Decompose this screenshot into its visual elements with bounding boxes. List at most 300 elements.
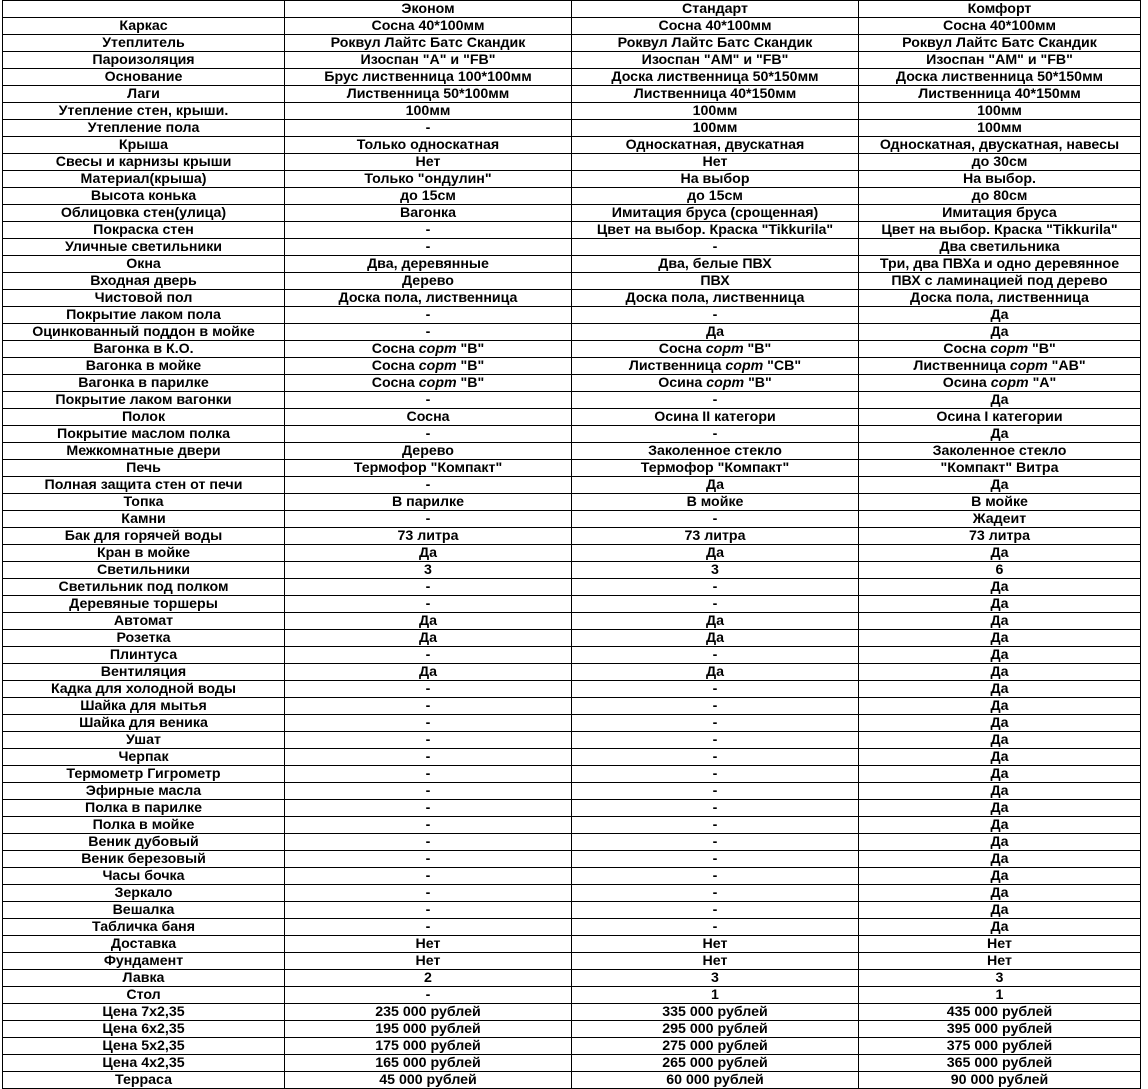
header-row bbox=[3, 1, 1141, 18]
feature-cell: Деревяные торшеры bbox=[3, 596, 285, 613]
econom-cell: - bbox=[285, 579, 572, 596]
feature-cell: Зеркало bbox=[3, 885, 285, 902]
feature-cell: Цена 4х2,35 bbox=[3, 1055, 285, 1072]
table-row bbox=[3, 545, 1141, 562]
grade-word: сорт bbox=[418, 358, 457, 374]
econom-cell: - bbox=[285, 120, 572, 137]
comfort-cell: Да bbox=[859, 307, 1141, 324]
comfort-cell: 100мм bbox=[859, 103, 1141, 120]
econom-cell: Изоспан "А" и "FB" bbox=[285, 52, 572, 69]
standard-cell: На выбор bbox=[572, 171, 859, 188]
standard-cell: - bbox=[572, 715, 859, 732]
feature-cell: Полка в парилке bbox=[3, 800, 285, 817]
table-row bbox=[3, 188, 1141, 205]
standard-cell: 1 bbox=[572, 987, 859, 1004]
table-row bbox=[3, 868, 1141, 885]
comfort-cell: 3 bbox=[859, 970, 1141, 987]
header-cell-standard: Стандарт bbox=[572, 1, 859, 18]
feature-cell: Высота конька bbox=[3, 188, 285, 205]
comfort-cell: Нет bbox=[859, 953, 1141, 970]
standard-cell: - bbox=[572, 749, 859, 766]
comfort-cell: Да bbox=[859, 664, 1141, 681]
comfort-cell: Да bbox=[859, 885, 1141, 902]
econom-cell: Два, деревянные bbox=[285, 256, 572, 273]
feature-cell: Плинтуса bbox=[3, 647, 285, 664]
comfort-cell: Да bbox=[859, 477, 1141, 494]
comfort-cell: Сосна 40*100мм bbox=[859, 18, 1141, 35]
feature-cell: Терраса bbox=[3, 1072, 285, 1089]
feature-cell: Утепление пола bbox=[3, 120, 285, 137]
feature-cell: Веник березовый bbox=[3, 851, 285, 868]
comfort-cell: Жадеит bbox=[859, 511, 1141, 528]
comfort-cell: 73 литра bbox=[859, 528, 1141, 545]
standard-cell: - bbox=[572, 902, 859, 919]
feature-cell: Топка bbox=[3, 494, 285, 511]
econom-cell: Сосна сорт "В" bbox=[285, 358, 572, 375]
econom-cell: - bbox=[285, 426, 572, 443]
table-row bbox=[3, 783, 1141, 800]
econom-cell: В парилке bbox=[285, 494, 572, 511]
econom-cell: - bbox=[285, 732, 572, 749]
comfort-cell: Да bbox=[859, 698, 1141, 715]
table-row bbox=[3, 307, 1141, 324]
feature-cell: Вешалка bbox=[3, 902, 285, 919]
standard-cell: - bbox=[572, 817, 859, 834]
feature-cell: Входная дверь bbox=[3, 273, 285, 290]
feature-cell: Светильник под полком bbox=[3, 579, 285, 596]
econom-cell: Роквул Лайтс Батс Скандик bbox=[285, 35, 572, 52]
feature-cell: Часы бочка bbox=[3, 868, 285, 885]
comfort-cell: Односкатная, двускатная, навесы bbox=[859, 137, 1141, 154]
econom-cell: 100мм bbox=[285, 103, 572, 120]
feature-cell: Розетка bbox=[3, 630, 285, 647]
table-row bbox=[3, 273, 1141, 290]
econom-cell: Да bbox=[285, 664, 572, 681]
comfort-cell: 90 000 рублей bbox=[859, 1072, 1141, 1089]
standard-cell: Роквул Лайтс Батс Скандик bbox=[572, 35, 859, 52]
econom-cell: Дерево bbox=[285, 273, 572, 290]
econom-cell: Да bbox=[285, 545, 572, 562]
standard-cell: - bbox=[572, 426, 859, 443]
econom-cell: - bbox=[285, 477, 572, 494]
comfort-cell: 435 000 рублей bbox=[859, 1004, 1141, 1021]
standard-cell: - bbox=[572, 732, 859, 749]
grade-word: сорт bbox=[725, 358, 764, 374]
comfort-cell: Лиственница сорт "АВ" bbox=[859, 358, 1141, 375]
econom-cell: - bbox=[285, 817, 572, 834]
feature-cell: Печь bbox=[3, 460, 285, 477]
feature-cell: Покрытие маслом полка bbox=[3, 426, 285, 443]
feature-cell: Вагонка в парилке bbox=[3, 375, 285, 392]
feature-cell: Цена 5х2,35 bbox=[3, 1038, 285, 1055]
econom-cell: - bbox=[285, 222, 572, 239]
standard-cell: - bbox=[572, 579, 859, 596]
feature-cell: Вагонка в мойке bbox=[3, 358, 285, 375]
econom-cell: - bbox=[285, 834, 572, 851]
table-row bbox=[3, 851, 1141, 868]
econom-cell: - bbox=[285, 715, 572, 732]
feature-cell: Утеплитель bbox=[3, 35, 285, 52]
standard-cell: Цвет на выбор. Краска "Tikkurila" bbox=[572, 222, 859, 239]
comfort-cell: 375 000 рублей bbox=[859, 1038, 1141, 1055]
comfort-cell: Да bbox=[859, 324, 1141, 341]
grade-word: сорт bbox=[706, 375, 745, 391]
table-row bbox=[3, 936, 1141, 953]
comfort-cell: Да bbox=[859, 596, 1141, 613]
standard-cell: - bbox=[572, 698, 859, 715]
table-row bbox=[3, 919, 1141, 936]
table-row bbox=[3, 596, 1141, 613]
table-row bbox=[3, 324, 1141, 341]
econom-cell: - bbox=[285, 902, 572, 919]
comfort-cell: Да bbox=[859, 817, 1141, 834]
standard-cell: 335 000 рублей bbox=[572, 1004, 859, 1021]
table-row bbox=[3, 1038, 1141, 1055]
standard-cell: 3 bbox=[572, 970, 859, 987]
econom-cell: Нет bbox=[285, 936, 572, 953]
header-cell-feature bbox=[3, 1, 285, 18]
standard-cell: Да bbox=[572, 545, 859, 562]
grade-word: сорт bbox=[990, 341, 1029, 357]
standard-cell: ПВХ bbox=[572, 273, 859, 290]
table-row bbox=[3, 239, 1141, 256]
standard-cell: - bbox=[572, 307, 859, 324]
econom-cell: 195 000 рублей bbox=[285, 1021, 572, 1038]
feature-cell: Свесы и карнизы крыши bbox=[3, 154, 285, 171]
comfort-cell: Заколенное стекло bbox=[859, 443, 1141, 460]
comfort-cell: Да bbox=[859, 545, 1141, 562]
feature-cell: Эфирные масла bbox=[3, 783, 285, 800]
table-row bbox=[3, 664, 1141, 681]
comfort-cell: до 80см bbox=[859, 188, 1141, 205]
table-row bbox=[3, 443, 1141, 460]
table-row bbox=[3, 613, 1141, 630]
feature-cell: Камни bbox=[3, 511, 285, 528]
comfort-cell: Да bbox=[859, 426, 1141, 443]
econom-cell: - bbox=[285, 868, 572, 885]
table-row bbox=[3, 375, 1141, 392]
feature-cell: Межкомнатные двери bbox=[3, 443, 285, 460]
comfort-cell: Да bbox=[859, 579, 1141, 596]
table-row bbox=[3, 579, 1141, 596]
feature-cell: Шайка для веника bbox=[3, 715, 285, 732]
comfort-cell: ПВХ с ламинацией под дерево bbox=[859, 273, 1141, 290]
standard-cell: - bbox=[572, 596, 859, 613]
econom-cell: - bbox=[285, 885, 572, 902]
standard-cell: - bbox=[572, 783, 859, 800]
standard-cell: Да bbox=[572, 324, 859, 341]
comfort-cell: Да bbox=[859, 613, 1141, 630]
grade-word: сорт bbox=[1009, 358, 1048, 374]
table-row bbox=[3, 256, 1141, 273]
econom-cell: Сосна bbox=[285, 409, 572, 426]
econom-cell: - bbox=[285, 681, 572, 698]
comfort-cell: Да bbox=[859, 715, 1141, 732]
comfort-cell: Да bbox=[859, 834, 1141, 851]
standard-cell: Доска лиственница 50*150мм bbox=[572, 69, 859, 86]
standard-cell: 265 000 рублей bbox=[572, 1055, 859, 1072]
standard-cell: - bbox=[572, 851, 859, 868]
comfort-cell: Цвет на выбор. Краска "Tikkurila" bbox=[859, 222, 1141, 239]
econom-cell: - bbox=[285, 647, 572, 664]
feature-cell: Шайка для мытья bbox=[3, 698, 285, 715]
econom-cell: - bbox=[285, 239, 572, 256]
comfort-cell: Да bbox=[859, 732, 1141, 749]
feature-cell: Полка в мойке bbox=[3, 817, 285, 834]
feature-cell: Вентиляция bbox=[3, 664, 285, 681]
econom-cell: до 15см bbox=[285, 188, 572, 205]
standard-cell: 3 bbox=[572, 562, 859, 579]
feature-cell: Термометр Гигрометр bbox=[3, 766, 285, 783]
table-row bbox=[3, 817, 1141, 834]
feature-cell: Крыша bbox=[3, 137, 285, 154]
feature-cell: Утепление стен, крыши. bbox=[3, 103, 285, 120]
standard-cell: - bbox=[572, 868, 859, 885]
standard-cell: 275 000 рублей bbox=[572, 1038, 859, 1055]
comfort-cell: Да bbox=[859, 919, 1141, 936]
econom-cell: - bbox=[285, 324, 572, 341]
econom-cell: - bbox=[285, 392, 572, 409]
comfort-cell: 395 000 рублей bbox=[859, 1021, 1141, 1038]
standard-cell: Лиственница сорт "СВ" bbox=[572, 358, 859, 375]
header-cell-econom: Эконом bbox=[285, 1, 572, 18]
table-row bbox=[3, 1021, 1141, 1038]
table-row bbox=[3, 1055, 1141, 1072]
econom-cell: - bbox=[285, 511, 572, 528]
comparison-table bbox=[2, 0, 1141, 1089]
econom-cell: - bbox=[285, 851, 572, 868]
comfort-cell: Осина сорт "А" bbox=[859, 375, 1141, 392]
table-body bbox=[3, 18, 1141, 1089]
econom-cell: Только "ондулин" bbox=[285, 171, 572, 188]
econom-cell: Брус лиственница 100*100мм bbox=[285, 69, 572, 86]
comfort-cell: Да bbox=[859, 783, 1141, 800]
standard-cell: - bbox=[572, 834, 859, 851]
econom-cell: Да bbox=[285, 630, 572, 647]
econom-cell: Сосна сорт "В" bbox=[285, 341, 572, 358]
header-cell-comfort: Комфорт bbox=[859, 1, 1141, 18]
table-row bbox=[3, 137, 1141, 154]
feature-cell: Бак для горячей воды bbox=[3, 528, 285, 545]
feature-cell: Веник дубовый bbox=[3, 834, 285, 851]
econom-cell: Вагонка bbox=[285, 205, 572, 222]
comfort-cell: На выбор. bbox=[859, 171, 1141, 188]
comfort-cell: 100мм bbox=[859, 120, 1141, 137]
table-row bbox=[3, 18, 1141, 35]
standard-cell: - bbox=[572, 392, 859, 409]
table-row bbox=[3, 715, 1141, 732]
standard-cell: - bbox=[572, 681, 859, 698]
feature-cell: Полная защита стен от печи bbox=[3, 477, 285, 494]
table-row bbox=[3, 120, 1141, 137]
table-row bbox=[3, 800, 1141, 817]
feature-cell: Доставка bbox=[3, 936, 285, 953]
feature-cell: Вагонка в К.О. bbox=[3, 341, 285, 358]
table-row bbox=[3, 171, 1141, 188]
feature-cell: Ушат bbox=[3, 732, 285, 749]
standard-cell: Заколенное стекло bbox=[572, 443, 859, 460]
econom-cell: - bbox=[285, 919, 572, 936]
standard-cell: Сосна сорт "В" bbox=[572, 341, 859, 358]
table-row bbox=[3, 511, 1141, 528]
econom-cell: - bbox=[285, 987, 572, 1004]
standard-cell: Да bbox=[572, 613, 859, 630]
table-row bbox=[3, 290, 1141, 307]
comfort-cell: Да bbox=[859, 902, 1141, 919]
table-row bbox=[3, 698, 1141, 715]
standard-cell: - bbox=[572, 239, 859, 256]
econom-cell: - bbox=[285, 800, 572, 817]
econom-cell: 175 000 рублей bbox=[285, 1038, 572, 1055]
standard-cell: В мойке bbox=[572, 494, 859, 511]
econom-cell: Дерево bbox=[285, 443, 572, 460]
standard-cell: Осина сорт "В" bbox=[572, 375, 859, 392]
comfort-cell: 365 000 рублей bbox=[859, 1055, 1141, 1072]
table-row bbox=[3, 341, 1141, 358]
standard-cell: 295 000 рублей bbox=[572, 1021, 859, 1038]
feature-cell: Полок bbox=[3, 409, 285, 426]
feature-cell: Пароизоляция bbox=[3, 52, 285, 69]
econom-cell: - bbox=[285, 783, 572, 800]
table-row bbox=[3, 953, 1141, 970]
standard-cell: - bbox=[572, 919, 859, 936]
feature-cell: Табличка баня bbox=[3, 919, 285, 936]
standard-cell: - bbox=[572, 800, 859, 817]
econom-cell: Нет bbox=[285, 154, 572, 171]
table-row bbox=[3, 86, 1141, 103]
standard-cell: Нет bbox=[572, 953, 859, 970]
standard-cell: Доска пола, лиственница bbox=[572, 290, 859, 307]
standard-cell: 73 литра bbox=[572, 528, 859, 545]
econom-cell: 235 000 рублей bbox=[285, 1004, 572, 1021]
comfort-cell: Да bbox=[859, 647, 1141, 664]
comfort-cell: 1 bbox=[859, 987, 1141, 1004]
feature-cell: Цена 7х2,35 bbox=[3, 1004, 285, 1021]
table-row bbox=[3, 426, 1141, 443]
comfort-cell: Лиственница 40*150мм bbox=[859, 86, 1141, 103]
standard-cell: Да bbox=[572, 664, 859, 681]
standard-cell: 100мм bbox=[572, 103, 859, 120]
standard-cell: Сосна 40*100мм bbox=[572, 18, 859, 35]
table-row bbox=[3, 630, 1141, 647]
standard-cell: Нет bbox=[572, 154, 859, 171]
comfort-cell: Осина I категории bbox=[859, 409, 1141, 426]
econom-cell: 73 литра bbox=[285, 528, 572, 545]
comfort-cell: Да bbox=[859, 851, 1141, 868]
comfort-cell: Два светильника bbox=[859, 239, 1141, 256]
feature-cell: Покрытие лаком пола bbox=[3, 307, 285, 324]
grade-word: сорт bbox=[418, 341, 457, 357]
table-row bbox=[3, 205, 1141, 222]
econom-cell: 45 000 рублей bbox=[285, 1072, 572, 1089]
comfort-cell: Да bbox=[859, 681, 1141, 698]
feature-cell: Каркас bbox=[3, 18, 285, 35]
feature-cell: Кадка для холодной воды bbox=[3, 681, 285, 698]
econom-cell: - bbox=[285, 596, 572, 613]
table-row bbox=[3, 460, 1141, 477]
standard-cell: Нет bbox=[572, 936, 859, 953]
econom-cell: 3 bbox=[285, 562, 572, 579]
comfort-cell: Три, два ПВХа и одно деревянное bbox=[859, 256, 1141, 273]
feature-cell: Основание bbox=[3, 69, 285, 86]
standard-cell: Да bbox=[572, 630, 859, 647]
feature-cell: Цена 6х2,35 bbox=[3, 1021, 285, 1038]
table-row bbox=[3, 52, 1141, 69]
table-row bbox=[3, 987, 1141, 1004]
feature-cell: Кран в мойке bbox=[3, 545, 285, 562]
comfort-cell: Да bbox=[859, 868, 1141, 885]
econom-cell: 2 bbox=[285, 970, 572, 987]
feature-cell: Облицовка стен(улица) bbox=[3, 205, 285, 222]
table-row bbox=[3, 562, 1141, 579]
table-row bbox=[3, 1072, 1141, 1089]
econom-cell: - bbox=[285, 749, 572, 766]
feature-cell: Окна bbox=[3, 256, 285, 273]
standard-cell: Да bbox=[572, 477, 859, 494]
feature-cell: Материал(крыша) bbox=[3, 171, 285, 188]
feature-cell: Уличные светильники bbox=[3, 239, 285, 256]
table-row bbox=[3, 834, 1141, 851]
econom-cell: Термофор "Компакт" bbox=[285, 460, 572, 477]
feature-cell: Автомат bbox=[3, 613, 285, 630]
grade-word: сорт bbox=[418, 375, 457, 391]
feature-cell: Лавка bbox=[3, 970, 285, 987]
feature-cell: Фундамент bbox=[3, 953, 285, 970]
standard-cell: - bbox=[572, 885, 859, 902]
table-row bbox=[3, 970, 1141, 987]
comfort-cell: Доска пола, лиственница bbox=[859, 290, 1141, 307]
table-row bbox=[3, 35, 1141, 52]
standard-cell: Осина II категори bbox=[572, 409, 859, 426]
table-row bbox=[3, 528, 1141, 545]
econom-cell: Сосна 40*100мм bbox=[285, 18, 572, 35]
feature-cell: Чистовой пол bbox=[3, 290, 285, 307]
econom-cell: - bbox=[285, 766, 572, 783]
standard-cell: - bbox=[572, 647, 859, 664]
table-row bbox=[3, 154, 1141, 171]
comfort-cell: Нет bbox=[859, 936, 1141, 953]
table-row bbox=[3, 409, 1141, 426]
table-row bbox=[3, 749, 1141, 766]
table-row bbox=[3, 1004, 1141, 1021]
comfort-cell: Да bbox=[859, 749, 1141, 766]
standard-cell: Односкатная, двускатная bbox=[572, 137, 859, 154]
feature-cell: Покрытие лаком вагонки bbox=[3, 392, 285, 409]
standard-cell: Термофор "Компакт" bbox=[572, 460, 859, 477]
feature-cell: Стол bbox=[3, 987, 285, 1004]
table-row bbox=[3, 732, 1141, 749]
table-row bbox=[3, 885, 1141, 902]
comfort-cell: Да bbox=[859, 766, 1141, 783]
table-row bbox=[3, 222, 1141, 239]
comfort-cell: Да bbox=[859, 392, 1141, 409]
econom-cell: Лиственница 50*100мм bbox=[285, 86, 572, 103]
comfort-cell: до 30см bbox=[859, 154, 1141, 171]
comfort-cell: "Компакт" Витра bbox=[859, 460, 1141, 477]
comfort-cell: Сосна сорт "В" bbox=[859, 341, 1141, 358]
comfort-cell: Имитация бруса bbox=[859, 205, 1141, 222]
feature-cell: Оцинкованный поддон в мойке bbox=[3, 324, 285, 341]
table-row bbox=[3, 477, 1141, 494]
table-row bbox=[3, 681, 1141, 698]
comfort-cell: Изоспан "АМ" и "FB" bbox=[859, 52, 1141, 69]
grade-word: сорт bbox=[705, 341, 744, 357]
standard-cell: Лиственница 40*150мм bbox=[572, 86, 859, 103]
table-row bbox=[3, 103, 1141, 120]
econom-cell: Да bbox=[285, 613, 572, 630]
table-row bbox=[3, 494, 1141, 511]
econom-cell: Только односкатная bbox=[285, 137, 572, 154]
